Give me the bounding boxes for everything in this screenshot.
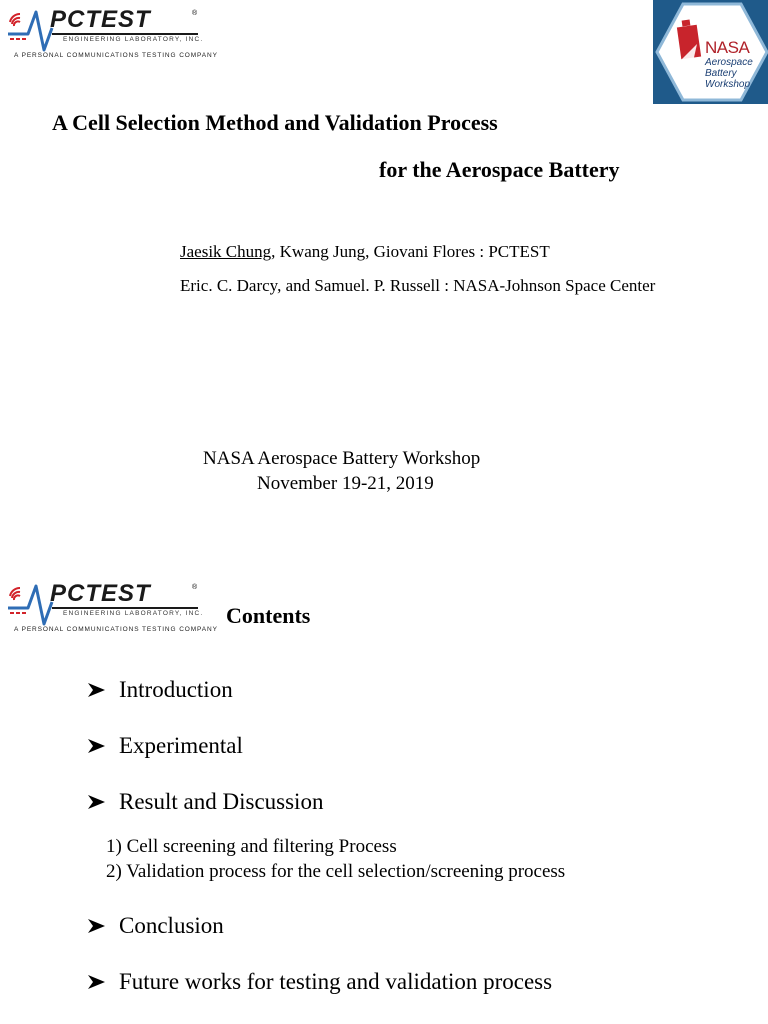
authors-line-1 — [180, 242, 550, 262]
logo-lab-line: ENGINEERING LABORATORY, INC. — [63, 36, 204, 43]
logo-registered: ® — [192, 584, 198, 591]
badge-line2: Battery — [705, 68, 737, 79]
contents-item-label: Future works for testing and validation process — [119, 969, 553, 994]
badge-line3: Workshop — [705, 79, 751, 90]
contents-item — [86, 913, 224, 939]
contents-item — [86, 969, 552, 995]
logo-lab-line: ENGINEERING LABORATORY, INC. — [63, 610, 204, 617]
contents-subitem: 2) Validation process for the cell selection/screening process — [106, 861, 566, 882]
logo-divider — [52, 607, 198, 609]
contents-item-label: Introduction — [119, 677, 233, 702]
event-name: NASA Aerospace Battery Workshop — [203, 448, 481, 469]
contents-item — [86, 677, 233, 703]
contents-item — [86, 733, 243, 759]
arrow-bullet-icon — [86, 918, 106, 934]
contents-item-label: Result and Discussion — [119, 789, 324, 814]
contents-item-label: Experimental — [119, 733, 243, 758]
logo-tagline: A PERSONAL COMMUNICATIONS TESTING COMPANY — [14, 52, 218, 59]
logo-brand: PCTEST — [50, 580, 151, 607]
logo-tagline: A PERSONAL COMMUNICATIONS TESTING COMPANY — [14, 626, 218, 633]
authors-line-1-rest: , Kwang Jung, Giovani Flores : PCTEST — [271, 242, 550, 261]
pctest-logo-top — [6, 6, 218, 66]
badge-nasa: NASA — [705, 38, 750, 57]
contents-title: Contents — [226, 603, 311, 628]
presenter-name: Jaesik Chung — [180, 242, 272, 261]
contents-subitem: 1) Cell screening and filtering Process — [106, 836, 397, 857]
nasa-workshop-badge — [653, 0, 768, 104]
logo-registered: ® — [192, 10, 198, 17]
title-line-1: A Cell Selection Method and Validation Process — [52, 110, 498, 135]
arrow-bullet-icon — [86, 974, 106, 990]
pctest-logo-contents — [6, 580, 218, 640]
arrow-bullet-icon — [86, 738, 106, 754]
badge-line1: Aerospace — [705, 57, 753, 68]
logo-brand: PCTEST — [50, 6, 151, 33]
authors-line-2: Eric. C. Darcy, and Samuel. P. Russell : NASA-Johnson Space Center — [180, 276, 656, 295]
logo-divider — [52, 33, 198, 35]
arrow-bullet-icon — [86, 794, 106, 810]
arrow-bullet-icon — [86, 682, 106, 698]
contents-item-label: Conclusion — [119, 913, 224, 938]
event-date: November 19-21, 2019 — [257, 473, 434, 494]
title-line-2: for the Aerospace Battery — [379, 157, 620, 182]
contents-item — [86, 789, 323, 815]
